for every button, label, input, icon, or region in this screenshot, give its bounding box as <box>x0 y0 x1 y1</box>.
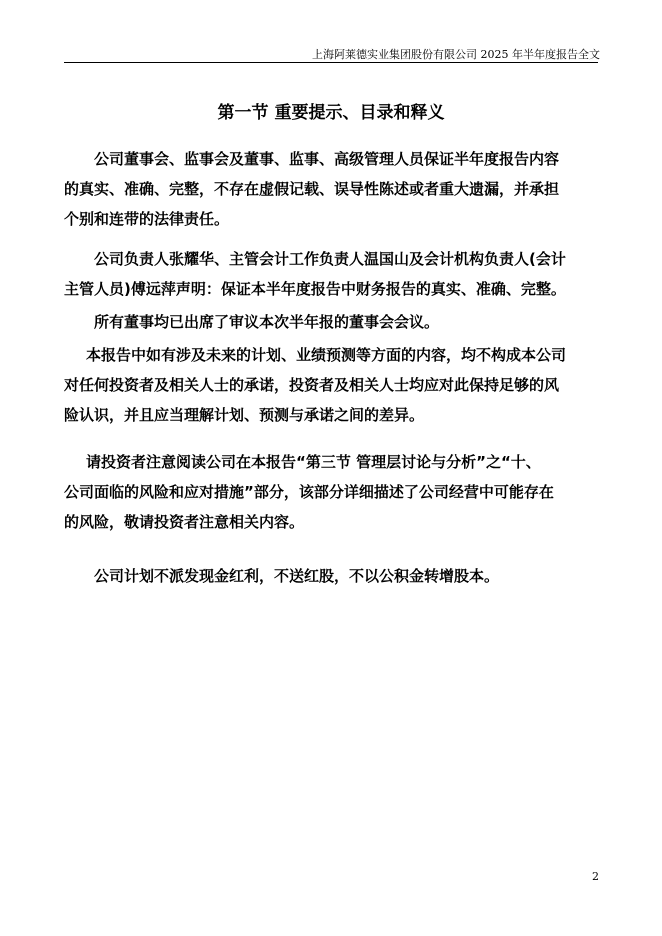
paragraph-dividend-plan <box>64 561 499 591</box>
paragraph-line: 对任何投资者及相关人士的承诺，投资者及相关人士均应对此保持足够的风 <box>64 376 560 394</box>
header-divider <box>64 62 598 63</box>
running-header: 上海阿莱德实业集团股份有限公司 2025 年半年度报告全文 <box>312 48 600 61</box>
paragraph-risk-notice <box>64 447 554 537</box>
paragraph-board-guarantee <box>64 144 559 234</box>
page-number: 2 <box>592 870 599 883</box>
paragraph-line: 公司计划不派发现金红利，不送红股，不以公积金转增股本。 <box>94 567 500 585</box>
paragraph-line: 的风险，敬请投资者注意相关内容。 <box>64 513 305 531</box>
paragraph-line: 请投资者注意阅读公司在本报告“第三节 管理层讨论与分析”之“十、 <box>86 453 541 471</box>
paragraph-line: 本报告中如有涉及未来的计划、业绩预测等方面的内容，均不构成本公司 <box>86 346 567 364</box>
paragraph-responsible-persons <box>64 244 566 304</box>
paragraph-line: 的真实、准确、完整，不存在虚假记载、误导性陈述或者重大遗漏，并承担 <box>64 180 560 198</box>
paragraph-line: 公司面临的风险和应对措施”部分，该部分详细描述了公司经营中可能存在 <box>64 483 554 501</box>
paragraph-line: 公司董事会、监事会及董事、监事、高级管理人员保证半年度报告内容 <box>94 150 560 168</box>
section-title: 第一节 重要提示、目录和释义 <box>217 103 445 123</box>
paragraph-line: 公司负责人张耀华、主管会计工作负责人温国山及会计机构负责人(会计 <box>94 250 566 268</box>
paragraph-line: 险认识，并且应当理解计划、预测与承诺之间的差异。 <box>64 406 425 424</box>
paragraph-directors-attendance <box>64 307 439 337</box>
paragraph-line: 所有董事均已出席了审议本次半年报的董事会会议。 <box>94 313 440 331</box>
paragraph-forward-looking <box>64 340 566 430</box>
paragraph-line: 主管人员)傅远萍声明：保证本半年度报告中财务报告的真实、准确、完整。 <box>64 280 566 298</box>
paragraph-line: 个别和连带的法律责任。 <box>64 210 230 228</box>
